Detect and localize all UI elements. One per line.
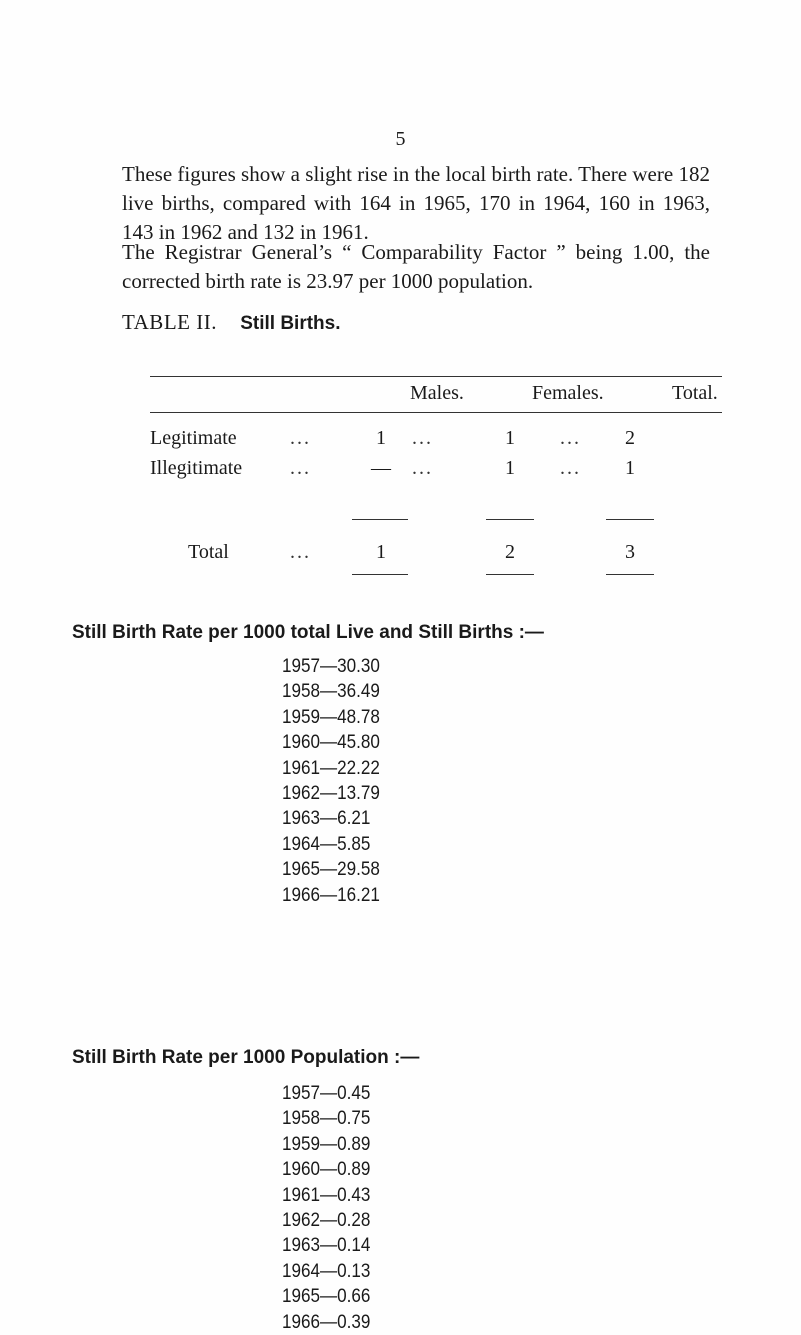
sum-rule-females [486, 519, 534, 520]
leader-dots: ... [412, 457, 433, 479]
total-rule-total [606, 574, 654, 575]
list-item: 1963—0.14 [282, 1235, 371, 1257]
list-item: 1966—16.21 [282, 884, 380, 906]
table-caption: TABLE II. [122, 310, 217, 334]
list-item: 1960—0.89 [282, 1159, 371, 1181]
table-top-rule [150, 376, 722, 377]
paragraph-comparability-factor: The Registrar General’s “ Comparability Factor ” being 1.00, the corrected birth rate is 23.97 per 1000 population. [122, 240, 710, 293]
table-heading [122, 310, 341, 335]
still-birth-rate-live-list [282, 654, 380, 908]
leader-dots: ... [560, 457, 581, 479]
cell-females: 1 [505, 457, 515, 479]
list-item: 1961—0.43 [282, 1184, 371, 1206]
cell-females: 2 [505, 541, 515, 563]
total-rule-males [352, 574, 408, 575]
column-header-males: Males. [410, 382, 464, 404]
list-item: 1957—30.30 [282, 656, 380, 677]
table-header-rule [150, 412, 722, 413]
list-item: 1965—29.58 [282, 859, 380, 881]
still-birth-rate-population-list [282, 1081, 370, 1335]
paragraph-birth-rate: These figures show a slight rise in the local birth rate. There were 182 live births, compared with 164 in 1965, 170 in 1964, 160 in 1963, 143 in 1962 and 132 in 1961. [122, 162, 710, 244]
list-item: 1959—0.89 [282, 1133, 371, 1155]
table-row-total [0, 541, 801, 569]
row-label: Total [188, 541, 229, 563]
list-item: 1963—6.21 [282, 808, 371, 830]
table-title: Still Births. [240, 313, 341, 334]
table-row-illegitimate [0, 457, 801, 485]
column-header-total: Total. [672, 382, 718, 404]
column-header-females: Females. [532, 382, 604, 404]
cell-females: 1 [505, 427, 515, 449]
cell-total: 2 [625, 427, 635, 449]
row-label: Legitimate [150, 427, 237, 449]
table-row-legitimate [0, 427, 801, 455]
leader-dots: ... [412, 427, 433, 449]
sum-rule-males [352, 519, 408, 520]
still-birth-rate-live-heading: Still Birth Rate per 1000 total Live and Still Births :— [72, 622, 544, 643]
cell-males: 1 [376, 541, 386, 563]
list-item: 1958—0.75 [282, 1108, 371, 1130]
cell-males: 1 [376, 427, 386, 449]
list-item: 1958—36.49 [282, 681, 380, 703]
leader-dots: ... [560, 427, 581, 449]
leader-dots: ... [290, 427, 311, 449]
sum-rule-total [606, 519, 654, 520]
list-item: 1957—0.45 [282, 1083, 371, 1104]
leader-dots: ... [290, 541, 311, 563]
still-birth-rate-population-heading: Still Birth Rate per 1000 Population :— [72, 1047, 420, 1068]
list-item: 1966—0.39 [282, 1311, 371, 1333]
cell-males: — [371, 457, 391, 479]
list-item: 1960—45.80 [282, 732, 380, 754]
cell-total: 1 [625, 457, 635, 479]
cell-total: 3 [625, 541, 635, 563]
list-item: 1961—22.22 [282, 757, 380, 779]
list-item: 1964—5.85 [282, 833, 371, 855]
total-rule-females [486, 574, 534, 575]
list-item: 1962—13.79 [282, 783, 380, 805]
list-item: 1964—0.13 [282, 1260, 371, 1282]
list-item: 1965—0.66 [282, 1286, 371, 1308]
row-label: Illegitimate [150, 457, 243, 479]
list-item: 1959—48.78 [282, 706, 380, 728]
page-number: 5 [395, 128, 406, 150]
leader-dots: ... [290, 457, 311, 479]
list-item: 1962—0.28 [282, 1210, 371, 1232]
